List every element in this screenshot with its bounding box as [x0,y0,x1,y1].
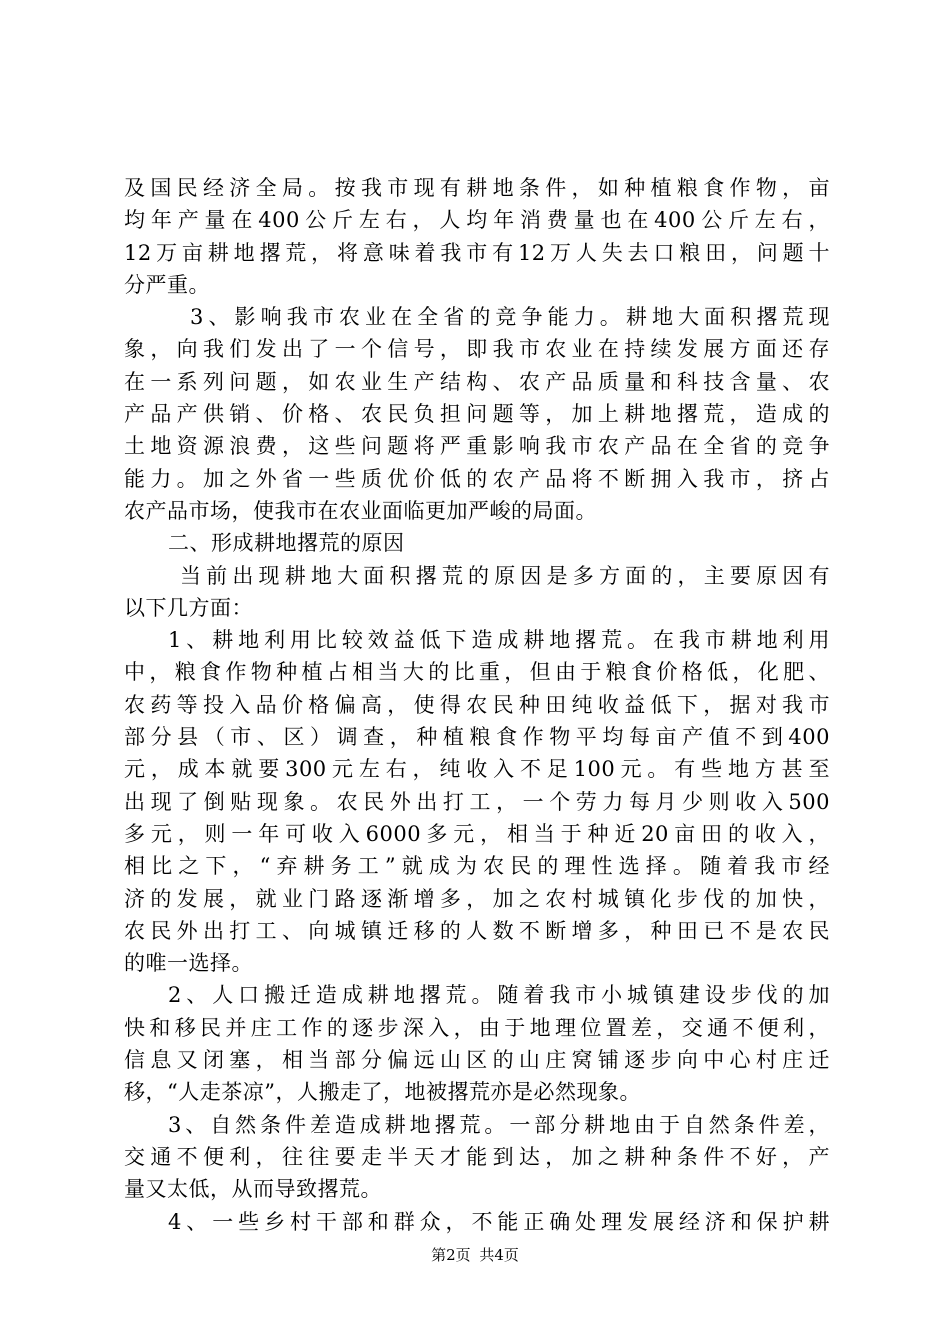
text-line: 1、耕地利用比较效益低下造成耕地撂荒。在我市耕地利用 [168,628,830,653]
text-line: 二、形成耕地撂荒的原因 [168,531,405,556]
body-text [124,172,830,1238]
text-line: 12万亩耕地撂荒，将意味着我市有12万人失去口粮田，问题十 [124,240,830,265]
text-line: 农产品市场，使我市在农业面临更加严峻的局面。 [124,498,597,523]
text-line: 量又太低，从而导致撂荒。 [124,1177,382,1202]
text-line: 能力。加之外省一些质优价低的农产品将不断拥入我市，挤占 [124,466,830,491]
text-line: 3、影响我市农业在全省的竞争能力。耕地大面积撂荒现 [190,305,830,330]
text-line: 移，“人走茶凉”，人搬走了，地被撂荒亦是必然现象。 [124,1080,641,1105]
text-line: 济的发展，就业门路逐渐增多，加之农村城镇化步伐的加快， [124,886,830,911]
text-line: 以下几方面： [124,595,253,620]
text-line: 及国民经济全局。按我市现有耕地条件，如种植粮食作物，亩 [124,176,830,200]
text-line: 4、一些乡村干部和群众，不能正确处理发展经济和保护耕 [168,1209,830,1234]
text-line: 信息又闭塞，相当部分偏远山区的山庄窝铺逐步向中心村庄迁 [124,1048,830,1073]
text-line: 在一系列问题，如农业生产结构、农产品质量和科技含量、农 [124,369,830,394]
page-total: 共4页 [479,1246,519,1264]
text-line: 当前出现耕地大面积撂荒的原因是多方面的，主要原因有 [180,563,830,588]
text-line: 元，成本就要300元左右，纯收入不足100元。有些地方甚至 [124,757,830,782]
text-line: 产品产供销、价格、农民负担问题等，加上耕地撂荒，造成的 [124,402,830,427]
text-line: 2、人口搬迁造成耕地撂荒。随着我市小城镇建设步伐的加 [168,983,830,1008]
text-line: 多元，则一年可收入6000多元，相当于种近20亩田的收入， [124,821,830,846]
text-line: 出现了倒贴现象。农民外出打工，一个劳力每月少则收入500 [124,789,830,814]
text-line: 快和移民并庄工作的逐步深入，由于地理位置差，交通不便利， [124,1015,830,1040]
text-line: 农药等投入品价格偏高，使得农民种田纯收益低下，据对我市 [124,692,830,717]
text-line: 交通不便利，往往要走半天才能到达，加之耕种条件不好，产 [124,1144,830,1169]
text-line: 土地资源浪费，这些问题将严重影响我市农产品在全省的竞争 [124,434,830,459]
text-line: 相比之下，“弃耕务工”就成为农民的理性选择。随着我市经 [124,854,830,879]
page-footer [0,1244,950,1265]
text-line: 的唯一选择。 [124,951,253,976]
text-line: 3、自然条件差造成耕地撂荒。一部分耕地由于自然条件差， [168,1112,830,1137]
text-line: 均年产量在400公斤左右，人均年消费量也在400公斤左右， [124,208,830,233]
text-line: 中，粮食作物种植占相当大的比重，但由于粮食价格低，化肥、 [124,660,830,685]
text-line: 部分县（市、区）调查，种植粮食作物平均每亩产值不到400 [124,725,830,750]
text-line: 象，向我们发出了一个信号，即我市农业在持续发展方面还存 [124,337,830,362]
text-line: 农民外出打工、向城镇迁移的人数不断增多，种田已不是农民 [124,918,830,943]
text-line: 分严重。 [124,272,210,297]
page-number: 第2页 [431,1246,471,1264]
